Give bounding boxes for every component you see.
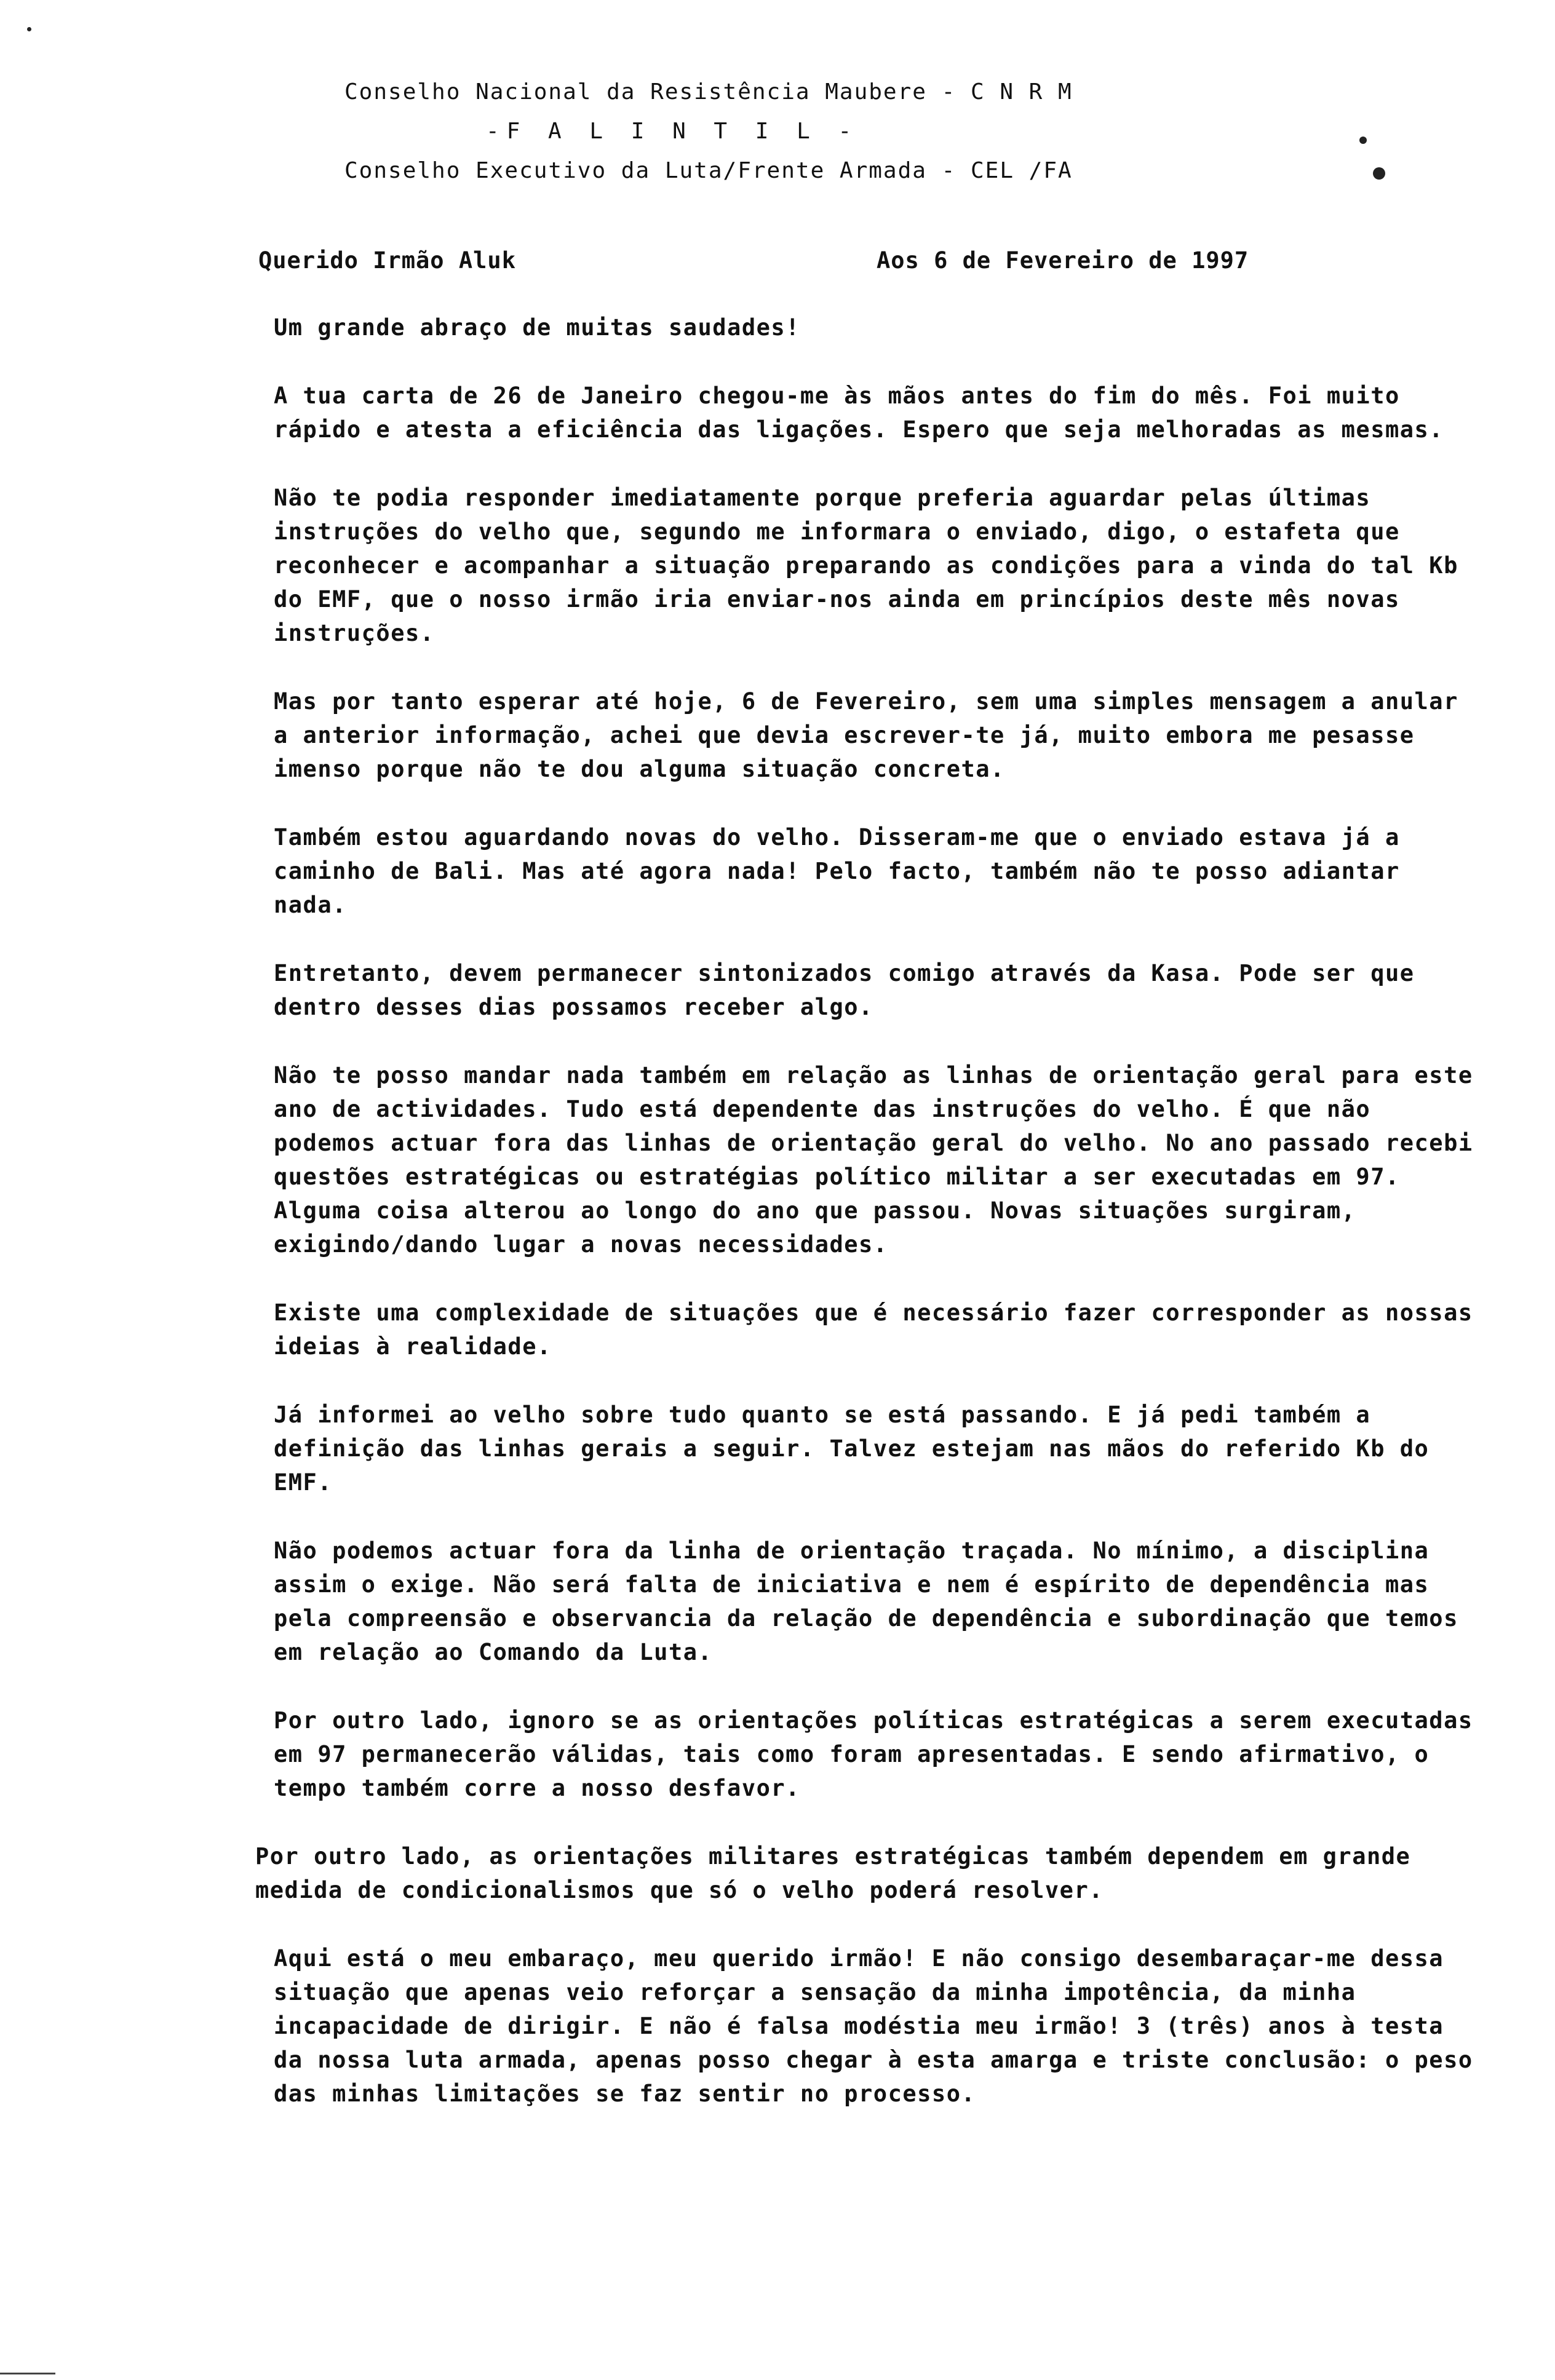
paragraph: A tua carta de 26 de Janeiro chegou-me às mãos antes do fim do mês. Foi muito rápido e atesta a eficiência das ligações. Espero que seja melhoradas as mesmas. bbox=[274, 383, 1444, 443]
scan-edge-mark bbox=[0, 2373, 55, 2374]
paragraph: Não te posso mandar nada também em relação as linhas de orientação geral para este ano de actividades. Tudo está dependente das instruções do velho. É que não podemos actuar fora das linhas de orientação geral do velho. No ano passado recebi questões estratégicas ou estratégias político militar a ser executadas em 97. Alguma coisa alterou ao longo do ano que passou. Novas situações surgiram, exigindo/dando lugar a novas necessidades. bbox=[274, 1062, 1488, 1258]
letterhead-cnrm: Conselho Nacional da Resistência Maubere - C N R M bbox=[344, 79, 1073, 105]
paragraph: Existe uma complexidade de situações que é necessário fazer corresponder as nossas ideias à realidade. bbox=[274, 1299, 1488, 1360]
salutation: Querido Irmão Aluk bbox=[258, 247, 516, 274]
paragraph: Entretanto, devem permanecer sintonizados comigo através da Kasa. Pode ser que dentro desses dias possamos receber algo. bbox=[274, 960, 1430, 1020]
paragraph: Não te podia responder imediatamente porque preferia aguardar pelas últimas instruções do velho que, segundo me informara o enviado, digo, o estafeta que reconhecer e acompanhar a situação preparando as condições para a vinda do tal Kb do EMF, que o nosso irmão iria enviar-nos ainda em princípios deste mês novas instruções. bbox=[274, 485, 1473, 646]
paragraph: Aqui está o meu embaraço, meu querido irmão! E não consigo desembaraçar-me dessa situação que apenas veio reforçar a sensação da minha impotência, da minha incapacidade de dirigir. E não é falsa modéstia meu irmão! 3 (três) anos à testa da nossa luta armada, apenas posso chegar à esta amarga e triste conclusão: o peso das minhas limitações se faz sentir no processo. bbox=[274, 1945, 1488, 2107]
paragraph: Mas por tanto esperar até hoje, 6 de Fevereiro, sem uma simples mensagem a anular a anterior informação, achei que devia escrever-te já, muito embora me pesasse imenso porque não te dou alguma situação concreta. bbox=[274, 688, 1473, 782]
paragraph: Não podemos actuar fora da linha de orientação traçada. No mínimo, a disciplina assim o exige. Não será falta de iniciativa e nem é espírito de dependência mas pela compreensão e observancia da relação de dependência e subordinação que temos em relação ao Comando da Luta. bbox=[274, 1537, 1473, 1665]
paragraph: Já informei ao velho sobre tudo quanto se está passando. E já pedi também a definição das linhas gerais a seguir. Talvez estejam nas mãos do referido Kb do EMF. bbox=[274, 1402, 1444, 1496]
paragraph: Também estou aguardando novas do velho. Disseram-me que o enviado estava já a caminho de Bali. Mas até agora nada! Pelo facto, também não te posso adiantar nada. bbox=[274, 824, 1415, 918]
ink-dot bbox=[1359, 137, 1367, 144]
letterhead bbox=[344, 73, 1267, 191]
paragraph: Por outro lado, as orientações militares estratégicas também dependem em grande medida de condicionalismos que só o velho poderá resolver. bbox=[255, 1843, 1426, 1903]
letter-body bbox=[255, 311, 1488, 2145]
paragraph: Um grande abraço de muitas saudades! bbox=[274, 314, 800, 341]
letter-date: Aos 6 de Fevereiro de 1997 bbox=[877, 247, 1249, 274]
ink-dot bbox=[27, 27, 31, 31]
paragraph: Por outro lado, ignoro se as orientações políticas estratégicas a serem executadas em 97 permanecerão válidas, tais como foram apresentadas. E sendo afirmativo, o tempo também corre a nosso desfavor. bbox=[274, 1707, 1488, 1801]
ink-dot bbox=[1373, 167, 1385, 180]
letterhead-falintil: -F A L I N T I L - bbox=[486, 119, 859, 144]
letterhead-cel-fa: Conselho Executivo da Luta/Frente Armada - CEL /FA bbox=[344, 158, 1073, 183]
